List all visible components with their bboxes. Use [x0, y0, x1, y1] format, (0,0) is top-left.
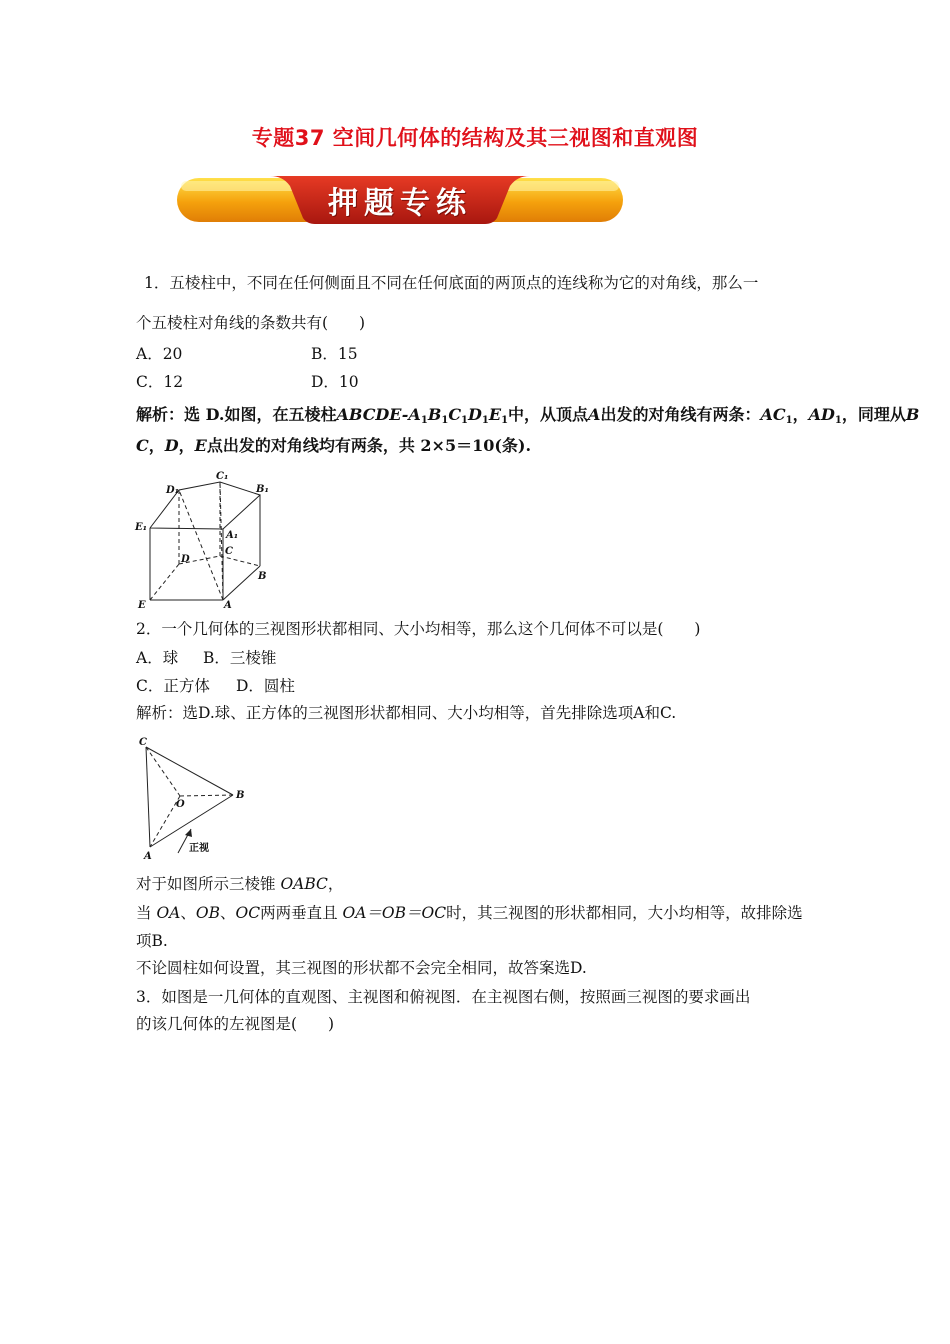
pyramid-diagram — [136, 733, 251, 863]
q2-option-c: C．正方体 — [136, 677, 210, 695]
prism-figure — [132, 468, 282, 614]
label-d1: D₁ — [166, 485, 180, 496]
q1-solution-line2: C，D，E点出发的对角线均有两条，共 2×5＝10(条). — [136, 436, 532, 455]
q1-option-a: A．20 — [136, 345, 183, 363]
q1-option-c: C．12 — [136, 373, 184, 391]
prism-diagram — [132, 468, 282, 614]
label-d: D — [181, 554, 190, 565]
label-a: A — [224, 600, 232, 611]
label-c1: C₁ — [216, 471, 229, 482]
label-c: C — [225, 546, 233, 557]
label-e: E — [138, 600, 146, 611]
q2-text-line1: 2．一个几何体的三视图形状都相同、大小均相等，那么这个几何体不可以是( ) — [136, 620, 701, 638]
banner — [175, 172, 625, 226]
label-b: B — [236, 790, 245, 801]
banner-label: 押题专练 — [328, 186, 472, 221]
label-front-view: 正视 — [189, 843, 209, 854]
q2-option-d: D．圆柱 — [236, 677, 295, 695]
q2-text-exclude: 项B. — [136, 932, 168, 950]
label-b1: B₁ — [256, 484, 269, 495]
label-c: C — [139, 737, 147, 748]
q2-option-a: A．球 — [136, 649, 179, 667]
q2-solution: 解析：选D.球、正方体的三视图形状都相同、大小均相等，首先排除选项A和C. — [136, 704, 677, 722]
label-a: A — [144, 851, 152, 862]
label-b: B — [258, 571, 267, 582]
q2-text-pyramid: 对于如图所示三棱锥 OABC， — [136, 875, 344, 893]
pyramid-figure — [136, 733, 251, 863]
label-o: O — [176, 799, 185, 810]
q3-text-line1: 3．如图是一几何体的直观图、主视图和俯视图．在主视图右侧，按照画三视图的要求画出 — [136, 988, 751, 1006]
label-e1: E₁ — [135, 522, 148, 533]
q1-option-d: D．10 — [311, 373, 359, 391]
q1-text-line2: 个五棱柱对角线的条数共有( ) — [136, 314, 366, 332]
label-a1: A₁ — [226, 530, 239, 541]
q2-text-conclusion: 不论圆柱如何设置，其三视图的形状都不会完全相同，故答案选D. — [136, 959, 587, 977]
arrow-icon — [185, 829, 192, 837]
q2-option-b: B．三棱锥 — [203, 649, 277, 667]
q1-solution-line1: 解析：选 D.如图，在五棱柱ABCDE-$A_1B_1C_1D_1E_1$中，从顶点A出发的对角线有两条：$AC_1$，$AD_1$，同理从B — [136, 405, 920, 426]
q1-text-line1: 1．五棱柱中，不同在任何侧面且不同在任何底面的两顶点的连线称为它的对角线，那么一 — [144, 274, 759, 292]
q2-text-condition: 当 OA、OB、OC两两垂直且 OA＝OB＝OC时，其三视图的形状都相同，大小均相等，故排除选 — [136, 904, 803, 922]
page-title: 专题37 空间几何体的结构及其三视图和直观图 — [251, 126, 699, 150]
q3-text-line2: 的该几何体的左视图是( ) — [136, 1015, 335, 1033]
q1-option-b: B．15 — [311, 345, 358, 363]
